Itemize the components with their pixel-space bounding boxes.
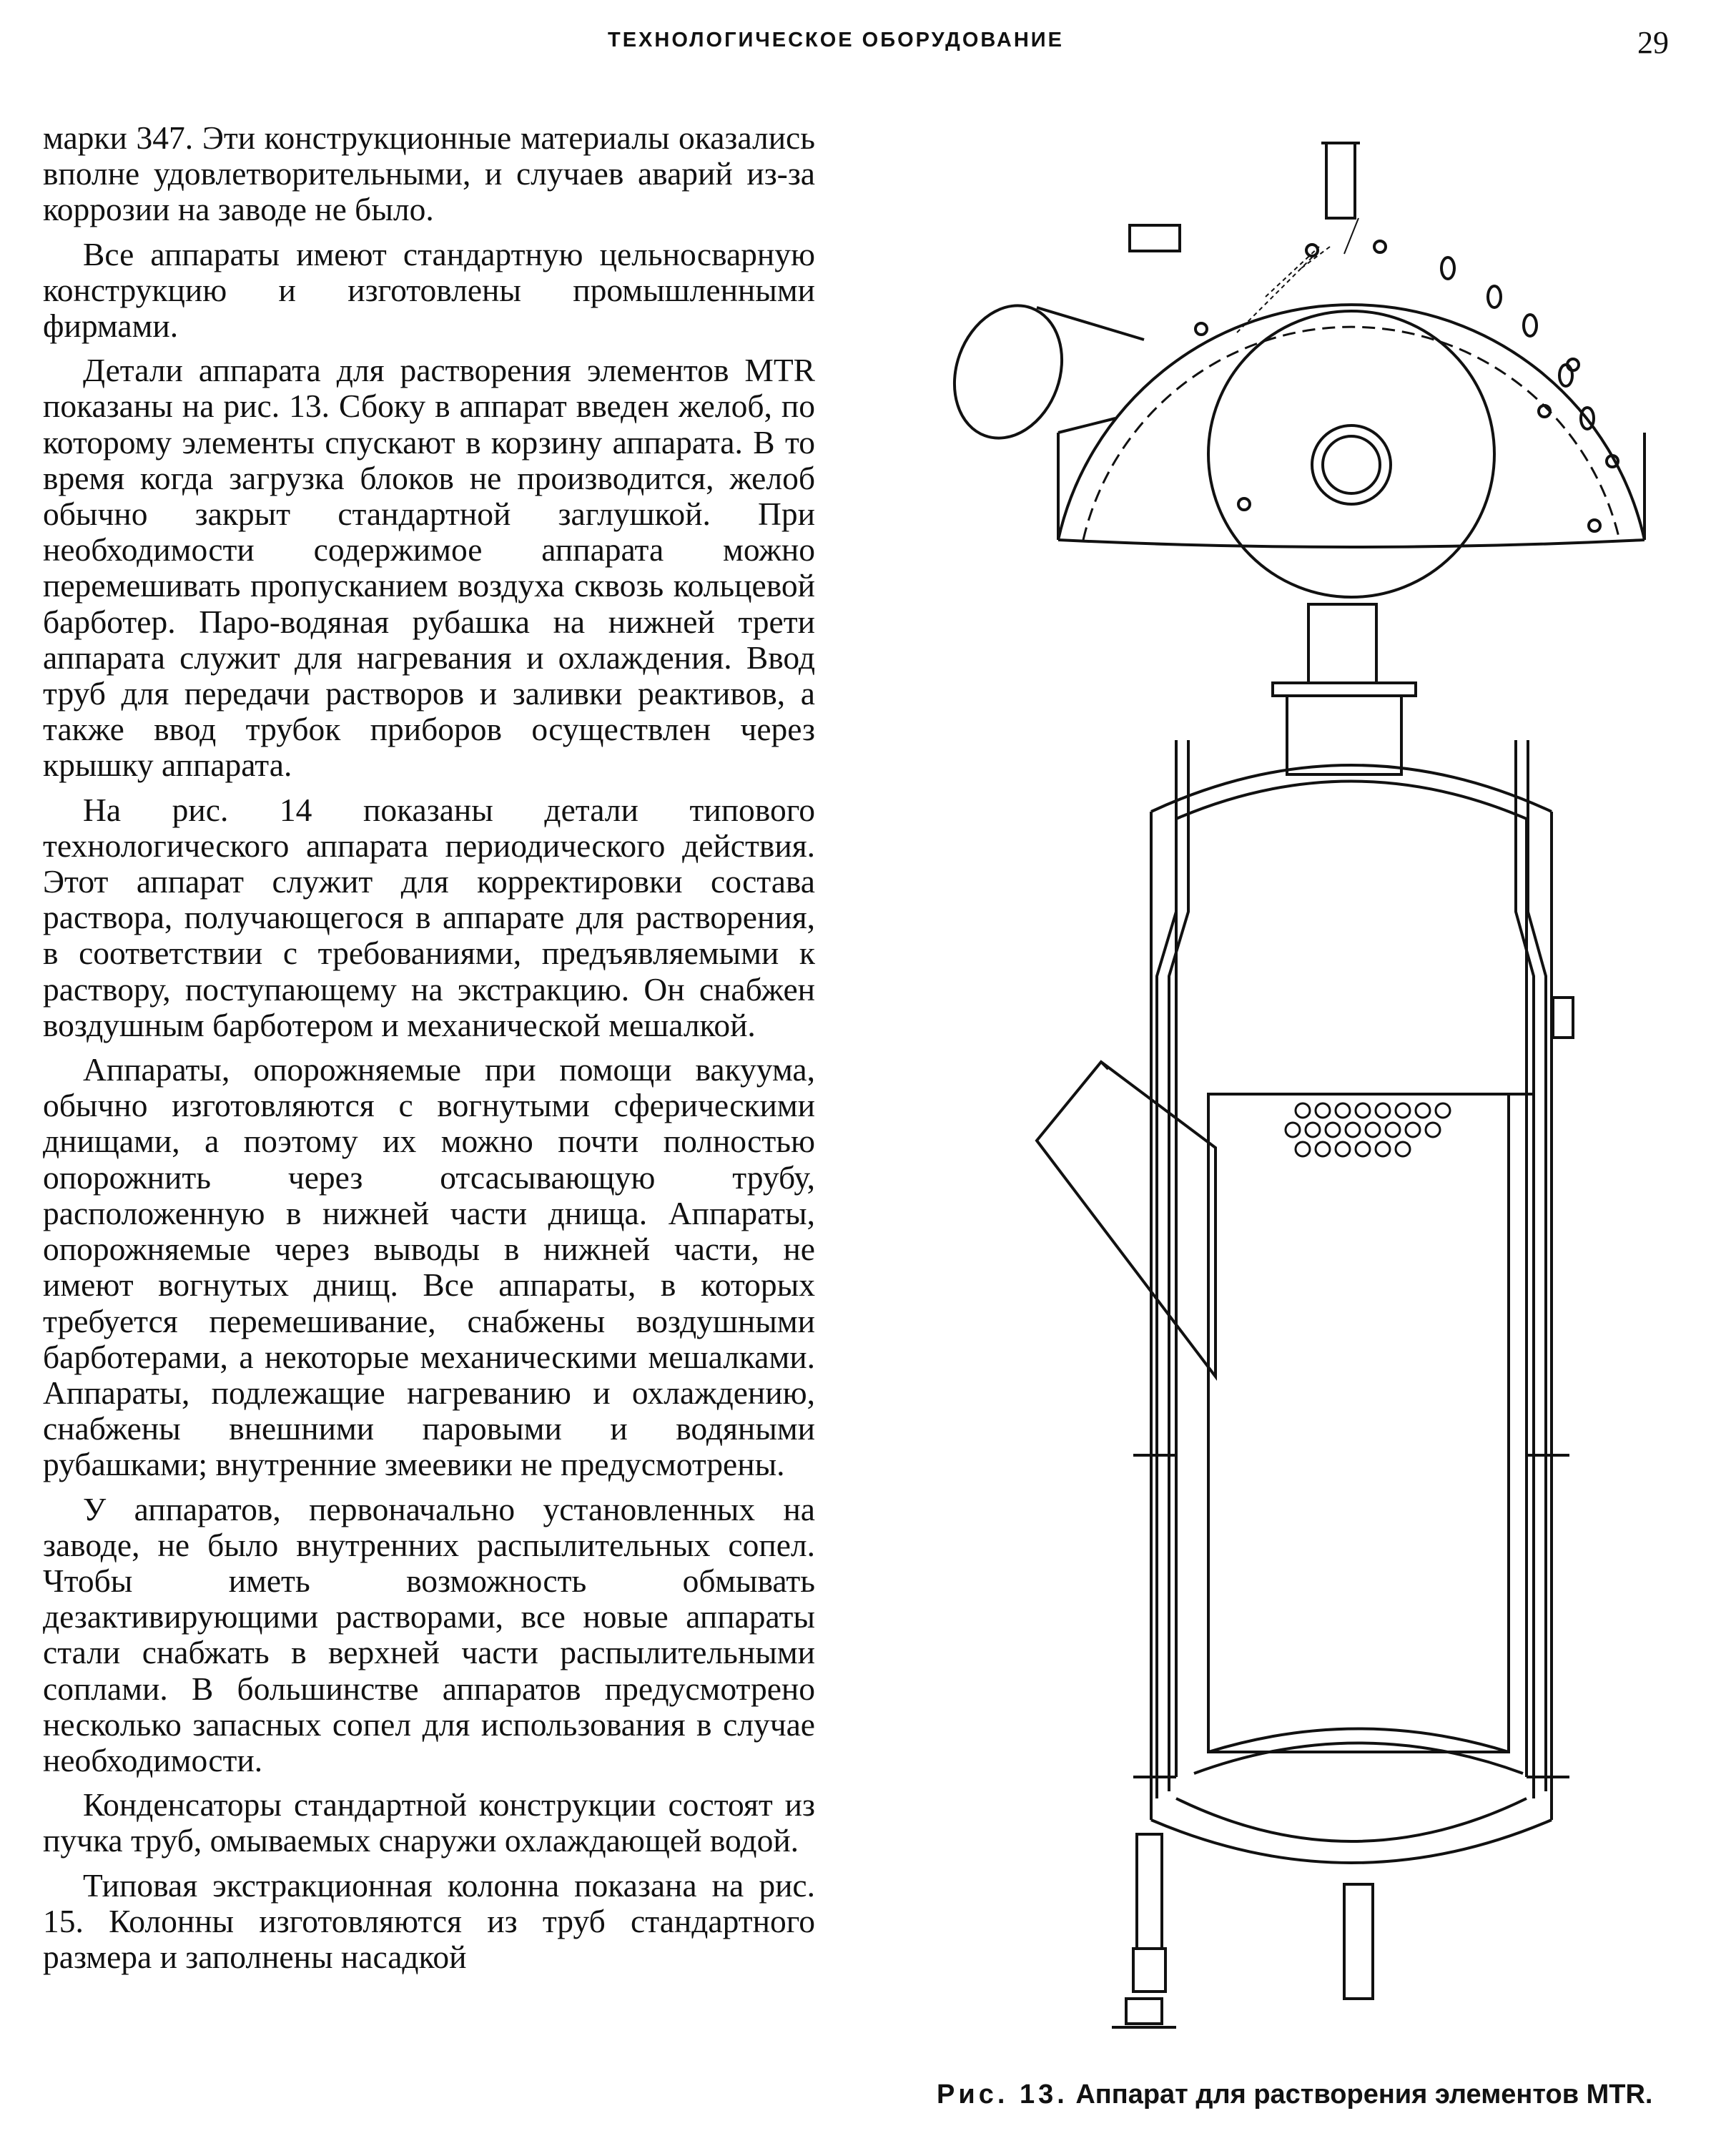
paragraph-5: Аппараты, опорожняемые при помощи вакуума, обычно изготовляются с вогнутыми сферическими днищами, а поэтому их можно почти полностью опорожнить через отсасывающую трубу, расположенную в нижней части днища. Аппараты, опорожняемые через выводы в нижней части, не имеют вогнутых днищ. Все аппараты, в которых требуется перемешивание, снабжены воздушными барботерами, а некоторые механическими мешалками. Аппараты, подлежащие нагреванию и охлаждению, снабжены внешними паровыми и водяными рубашками; внутренние змеевики не предусмотрены. [43,1051,815,1483]
elevation-view [1037,604,1573,2027]
figure-caption [937,2079,1695,2110]
top-neck [1308,604,1376,683]
charging-chute [1037,1062,1216,1377]
plan-bottom-edge [1058,540,1644,547]
plan-side-nozzle [1130,225,1180,251]
top-collar [1287,696,1401,774]
left-feed-pipe [1157,740,1176,1798]
top-flange [1273,683,1416,696]
caption-text: Аппарат для растворения элементов MTR. [1075,2079,1653,2110]
basket-hub [1323,436,1380,493]
figure-13-dissolver-drawing [930,132,1687,2063]
paragraph-2: Все аппараты имеют стандартную цельносварную конструкцию и изготовлены промышленными фирмами. [43,235,815,345]
left-drain [1137,1834,1162,1949]
paragraph-7: Конденсаторы стандартной конструкции состоят из пучка труб, омываемых снаружи охлаждающей водой. [43,1786,815,1859]
paragraph-1: марки 347. Эти конструкционные материалы оказались вполне удовлетворительными, и случаев аварий из-за коррозии на заводе не было. [43,119,815,228]
plan-top-nozzle [1326,143,1355,218]
plan-view [937,143,1644,597]
plan-inner-arc [1083,327,1619,540]
bottom-drain [1344,1884,1373,1999]
paragraph-3: Детали аппарата для растворения элементов MTR показаны на рис. 13. Сбоку в аппарат введен желоб, по которому элементы спускают в корзину аппарата. В то время когда загрузка блоков не производится, желоб обычно закрыт стандартной заглушкой. При необходимости содержимое аппарата можно перемешивать пропусканием воздуха сквозь кольцевой барботер. Паро-водяная рубашка на нижней трети аппарата служит для нагревания и охлаждения. Ввод труб для передачи растворов и заливки реактивов, а также ввод трубок приборов осуществлен через крышку аппарата. [43,352,815,784]
paragraph-8: Типовая экстракционная колонна показана на рис. 15. Колонны изготовляются из труб стандартного размера и заполнены насадкой [43,1866,815,1975]
basket-outer-circle [1208,311,1494,597]
page-number: 29 [1637,25,1669,60]
body-text-column [43,120,815,1984]
right-feed-pipe [1516,740,1534,1798]
basket [1208,1094,1509,1752]
running-title: ТЕХНОЛОГИЧЕСКОЕ ОБОРУДОВАНИЕ [608,29,1064,51]
paragraph-6: У аппаратов, первоначально установленных на заводе, не было внутренних распылительных сопел. Чтобы иметь возможность обмывать дезактивирующими растворами, все новые аппараты стали снабжать в верхней части распылительными соплами. В большинстве аппаратов предусмотрено несколько запасных сопел для использования в случае необходимости. [43,1490,815,1778]
paragraph-4: На рис. 14 показаны детали типового технологического аппарата периодического действия. Этот аппарат служит для корректировки состава раствора, получающегося в аппарате для растворения, в соответствии с требованиями, предъявляемыми к раствору, поступающему на экстракцию. Он снабжен воздушным барботером и механической мешалкой. [43,791,815,1043]
caption-prefix: Рис. 13. [937,2079,1068,2110]
